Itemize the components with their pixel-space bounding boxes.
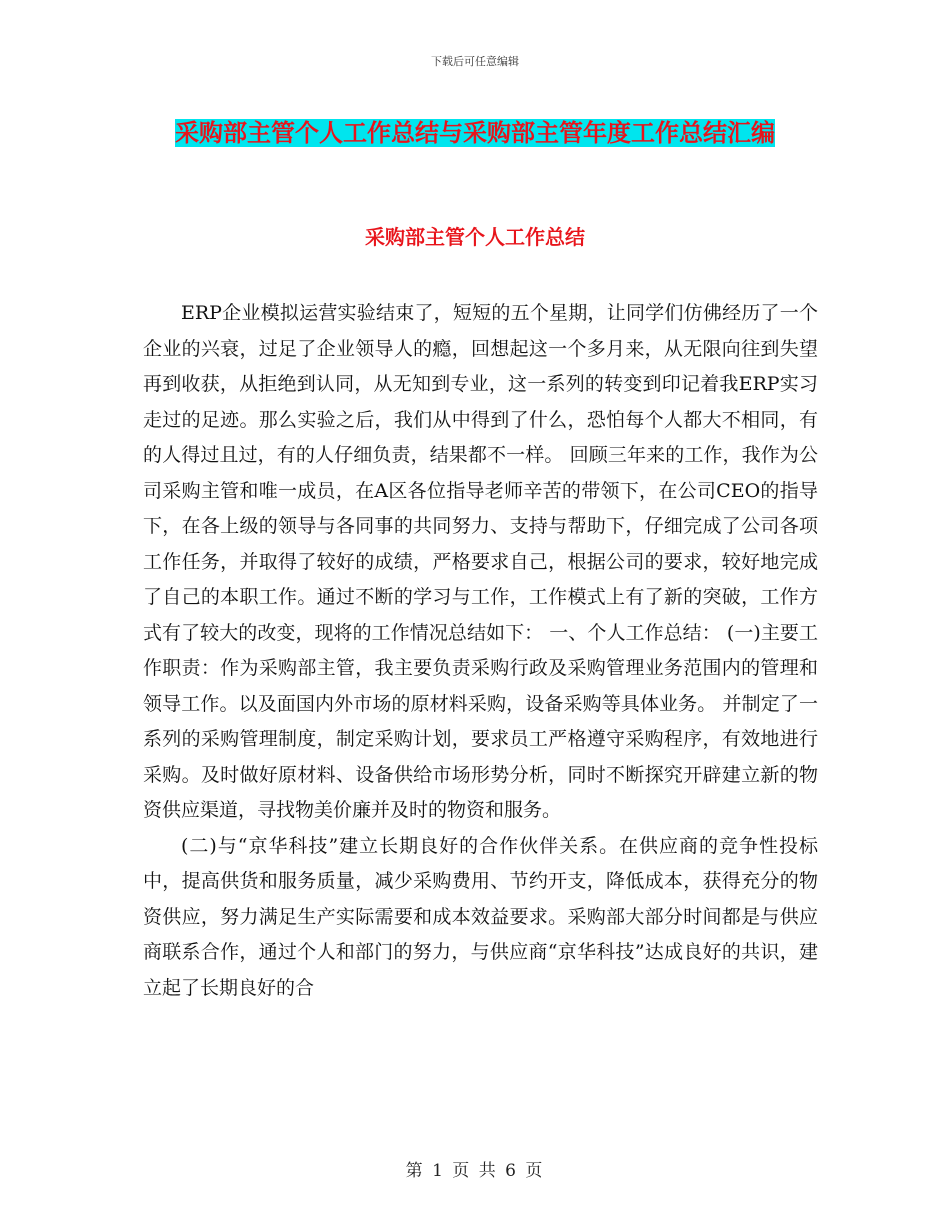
body-text (143, 296, 818, 1006)
document-title-text: 采购部主管个人工作总结与采购部主管年度工作总结汇编 (175, 119, 775, 147)
document-title (150, 108, 800, 158)
section-title: 采购部主管个人工作总结 (365, 225, 585, 249)
page-footer: 第 1 页 共 6 页 (405, 1161, 545, 1181)
paragraph: ERP企业模拟运营实验结束了，短短的五个星期，让同学们仿佛经历了一个企业的兴衰，过足了企业领导人的瘾，回想起这一个多月来，从无限向往到失望再到收获，从拒绝到认同，从无知到专业，这一系列的转变到印记着我ERP实习走过的足迹。那么实验之后，我们从中得到了什么，恐怕每个人都大不相同，有的人得过且过，有的人仔细负责，结果都不一样。 回顾三年来的工作，我作为公司采购主管和唯一成员，在A区各位指导老师辛苦的带领下，在公司CEO的指导下，在各上级的领导与各同事的共同努力、支持与帮助下，仔细完成了公司各项工作任务，并取得了较好的成绩，严格要求自己，根据公司的要求，较好地完成了自己的本职工作。通过不断的学习与工作，工作模式上有了新的突破，工作方式有了较大的改变，现将的工作情况总结如下： 一、个人工作总结： (一)主要工作职责：作为采购部主管，我主要负责采购行政及采购管理业务范围内的管理和领导工作。以及面国内外市场的原材料采购，设备采购等具体业务。 并制定了一系列的采购管理制度，制定采购计划，要求员工严格遵守采购程序，有效地进行采购。及时做好原材料、设备供给市场形势分析，同时不断探究开辟建立新的物资供应渠道，寻找物美价廉并及时的物资和服务。 (143, 302, 818, 821)
paragraph: (二)与“京华科技”建立长期良好的合作伙伴关系。在供应商的竞争性投标中，提高供货和服务质量，减少采购费用、节约开支，降低成本，获得充分的物资供应，努力满足生产实际需要和成本效益要求。采购部大部分时间都是与供应商联系合作，通过个人和部门的努力，与供应商“京华科技”达成良好的共识，建立起了长期良好的合 (143, 834, 818, 999)
header-note: 下载后可任意编辑 (431, 55, 519, 68)
